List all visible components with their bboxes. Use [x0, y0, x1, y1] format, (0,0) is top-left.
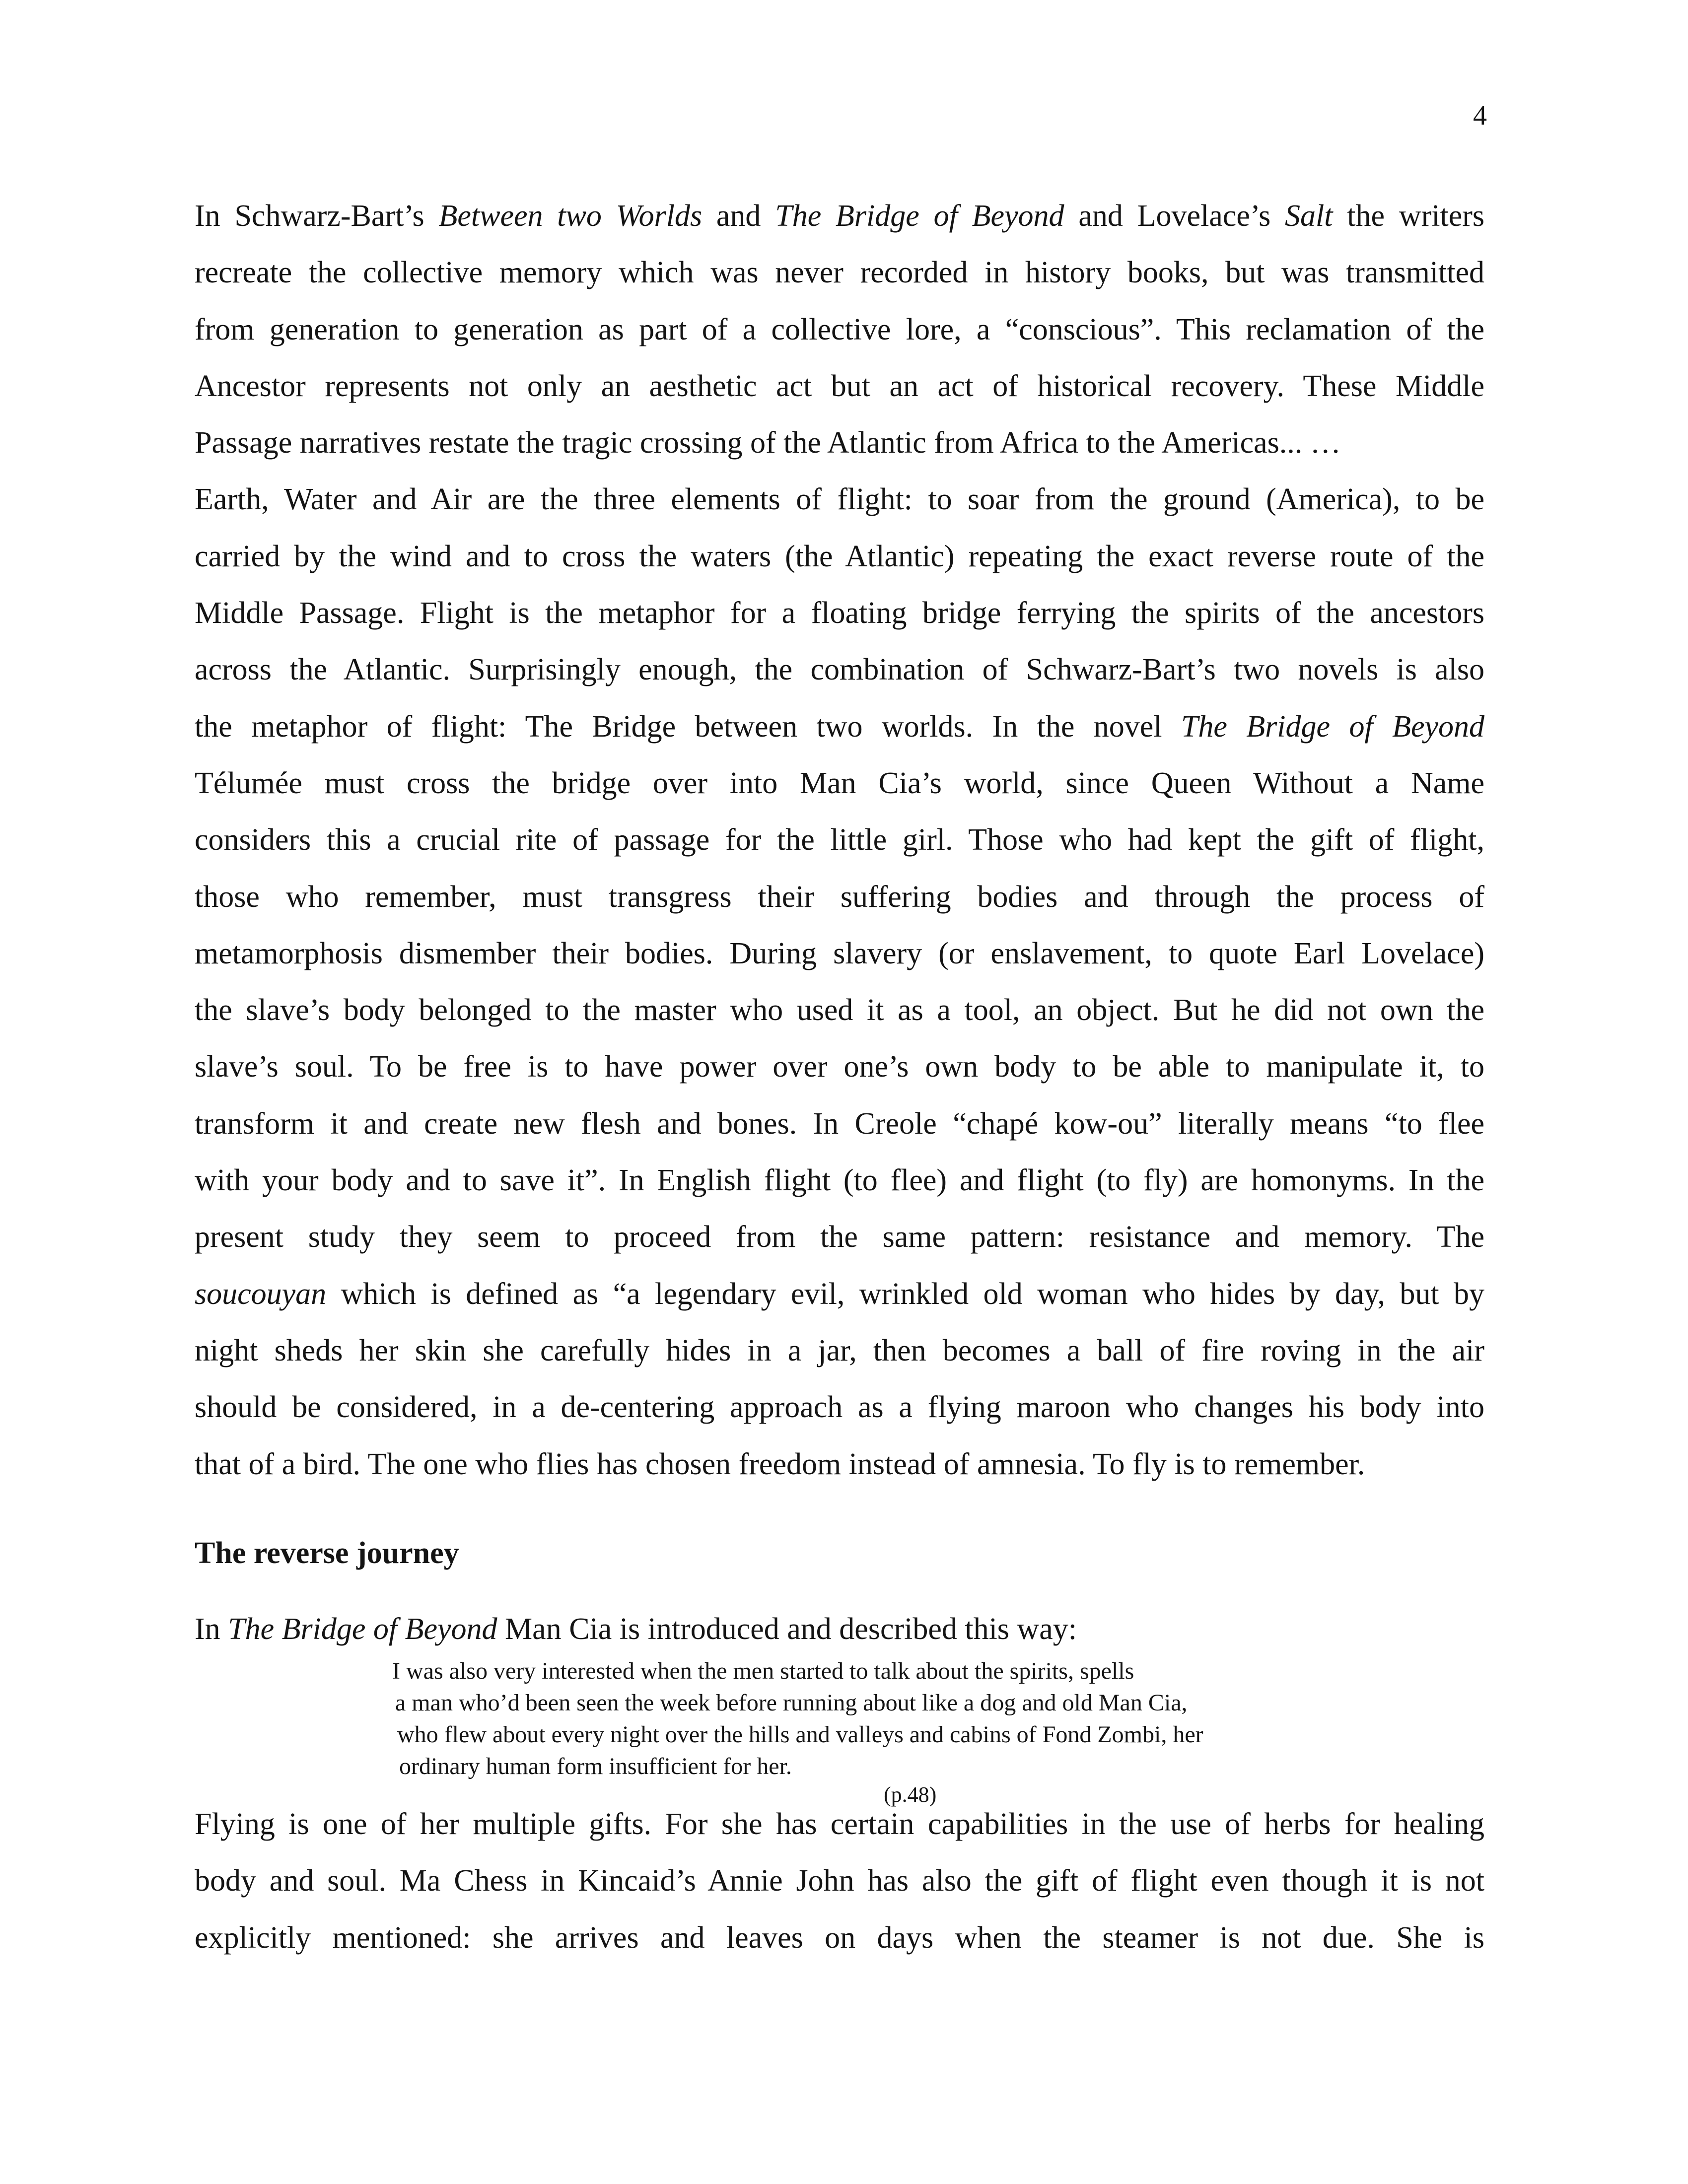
- text-line: considers this a crucial rite of passage for the little girl. Those who had kept the gift of flight,: [195, 823, 1484, 857]
- quote-line: I was also very interested when the men started to talk about the spirits, spells: [392, 1658, 1134, 1684]
- text-line: from generation to generation as part of a collective lore, a “conscious”. This reclamation of the: [195, 312, 1484, 346]
- text-line: [195, 1266, 1484, 1322]
- quote-line: a man who’d been seen the week before running about like a dog and old Man Cia,: [395, 1690, 1188, 1716]
- text-line: explicitly mentioned: she arrives and leaves on days when the steamer is not due. She is: [195, 1920, 1484, 1955]
- text-line: present study they seem to proceed from the same pattern: resistance and memory. The: [195, 1220, 1484, 1254]
- text-span: and: [702, 199, 775, 233]
- book-title-bridge-of-beyond: The Bridge of Beyond: [1181, 709, 1484, 744]
- quote-line: who flew about every night over the hills and valleys and cabins of Fond Zombi, her: [397, 1721, 1203, 1748]
- text-line: Ancestor represents not only an aesthetic act but an act of historical recovery. These Middle: [195, 369, 1484, 403]
- text-line: those who remember, must transgress their suffering bodies and through the process of: [195, 880, 1484, 914]
- quote-line: ordinary human form insufficient for her.: [399, 1753, 792, 1779]
- text-span: In Schwarz-Bart’s: [195, 199, 439, 233]
- text-line: the slave’s body belonged to the master who used it as a tool, an object. But he did not own the: [195, 993, 1484, 1027]
- text-line: that of a bird. The one who flies has chosen freedom instead of amnesia. To fly is to remember.: [195, 1447, 1365, 1481]
- text-line: Earth, Water and Air are the three elements of flight: to soar from the ground (America), to be: [195, 482, 1484, 517]
- text-span: In: [195, 1612, 228, 1646]
- book-title-salt: Salt: [1285, 199, 1333, 233]
- body-paragraph-2: [195, 1796, 1484, 1966]
- page-number: 4: [1473, 100, 1487, 131]
- text-line: slave’s soul. To be free is to have power over one’s own body to be able to manipulate it, to: [195, 1050, 1484, 1084]
- text-line: night sheds her skin she carefully hides in a jar, then becomes a ball of fire roving in the air: [195, 1333, 1484, 1367]
- text-line: metamorphosis dismember their bodies. During slavery (or enslavement, to quote Earl Lovelace): [195, 936, 1484, 970]
- text-line: recreate the collective memory which was never recorded in history books, but was transmitted: [195, 256, 1484, 290]
- page-citation: (p.48): [884, 1782, 937, 1807]
- text-line: carried by the wind and to cross the waters (the Atlantic) repeating the exact reverse route of the: [195, 539, 1484, 573]
- book-title-bridge-of-beyond: The Bridge of Beyond: [775, 199, 1064, 233]
- text-line: across the Atlantic. Surprisingly enough, the combination of Schwarz-Bart’s two novels is also: [195, 653, 1484, 687]
- term-soucouyan: soucouyan: [195, 1277, 327, 1311]
- text-line: with your body and to save it”. In English flight (to flee) and flight (to fly) are homonyms. In the: [195, 1163, 1484, 1198]
- text-span: the writers: [1333, 199, 1484, 233]
- text-line: body and soul. Ma Chess in Kincaid’s Annie John has also the gift of flight even though it is not: [195, 1864, 1484, 1898]
- book-title-between-two-worlds: Between two Worlds: [438, 199, 703, 233]
- text-span: and Lovelace’s: [1064, 199, 1285, 233]
- text-line: Middle Passage. Flight is the metaphor for a floating bridge ferrying the spirits of the ancestors: [195, 596, 1484, 630]
- section-heading: The reverse journey: [195, 1536, 459, 1570]
- text-line: Télumée must cross the bridge over into Man Cia’s world, since Queen Without a Name: [195, 766, 1484, 800]
- text-line: [195, 188, 1484, 244]
- text-line: Flying is one of her multiple gifts. For she has certain capabilities in the use of herbs for healing: [195, 1807, 1484, 1841]
- text-line: should be considered, in a de-centering approach as a flying maroon who changes his body into: [195, 1390, 1484, 1425]
- text-span: which is defined as “a legendary evil, wrinkled old woman who hides by day, but by: [326, 1277, 1484, 1311]
- body-paragraph-1: [195, 188, 1484, 1493]
- text-span: Man Cia is introduced and described this way:: [497, 1612, 1077, 1646]
- text-span: the metaphor of flight: The Bridge between two worlds. In the novel: [195, 709, 1181, 744]
- text-line: Passage narratives restate the tragic crossing of the Atlantic from Africa to the Americas... …: [195, 426, 1341, 460]
- book-title-bridge-of-beyond: The Bridge of Beyond: [228, 1612, 497, 1646]
- quote-intro: [195, 1611, 1077, 1647]
- text-line: transform it and create new flesh and bones. In Creole “chapé kow-ou” literally means “to flee: [195, 1106, 1484, 1141]
- block-quote: [392, 1655, 1203, 1782]
- text-line: [195, 698, 1484, 755]
